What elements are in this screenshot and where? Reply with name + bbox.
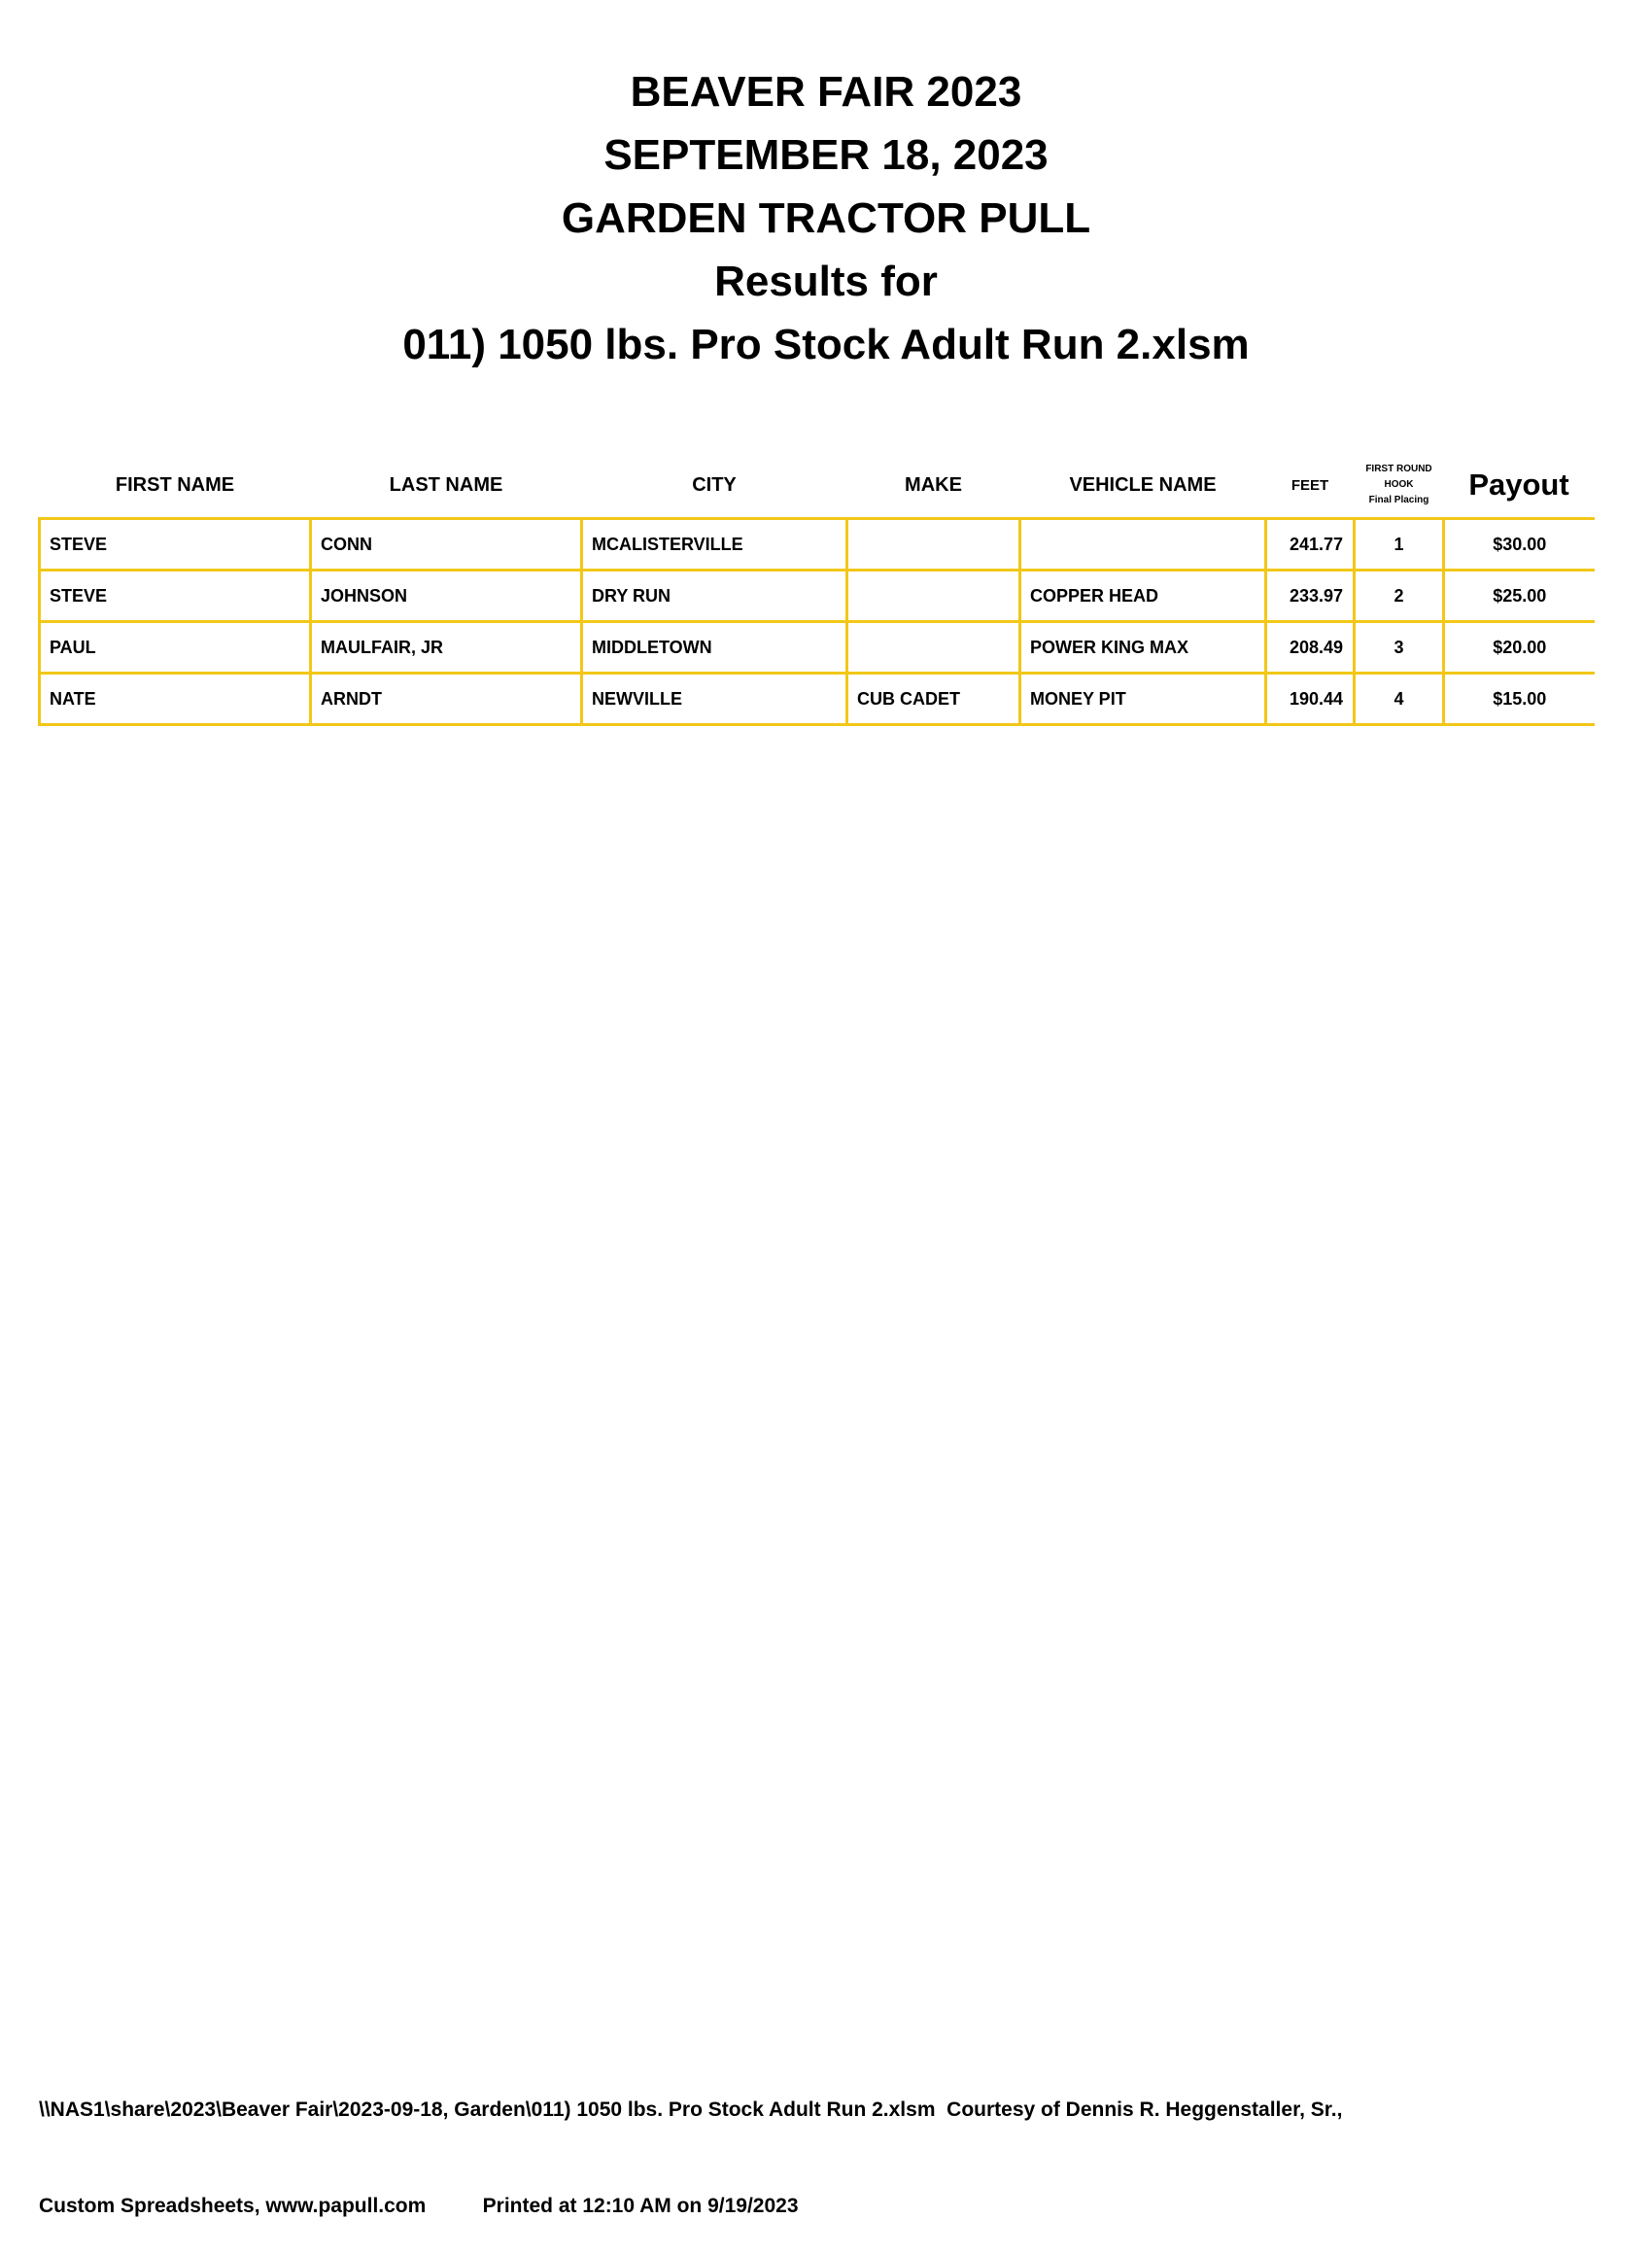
- results-table: [38, 453, 1595, 726]
- cell-placing: 4: [1355, 674, 1444, 725]
- footer-print-info: Custom Spreadsheets, www.papull.com Printed at 12:10 AM on 9/19/2023: [39, 2195, 799, 2217]
- cell-feet: 241.77: [1266, 519, 1355, 571]
- col-feet: FEET: [1291, 476, 1329, 494]
- cell-feet: 233.97: [1266, 571, 1355, 622]
- cell-vehicle-name: POWER KING MAX: [1020, 622, 1266, 674]
- col-vehicle-name: VEHICLE NAME: [1069, 473, 1217, 496]
- cell-feet: 208.49: [1266, 622, 1355, 674]
- col-placing-line1: FIRST ROUND: [1365, 464, 1432, 474]
- page-header: [0, 60, 1652, 376]
- cell-first-name: STEVE: [40, 519, 311, 571]
- cell-city: DRY RUN: [582, 571, 847, 622]
- col-placing-line3: Final Placing: [1368, 495, 1429, 505]
- footer-file-path: \\NAS1\share\2023\Beaver Fair\2023-09-18, Garden\011) 1050 lbs. Pro Stock Adult Run 2.xlsm Courtesy of Dennis R. Heggenstaller, Sr.,: [39, 2098, 1343, 2121]
- cell-last-name: JOHNSON: [311, 571, 582, 622]
- class-file-name: 011) 1050 lbs. Pro Stock Adult Run 2.xlsm: [402, 321, 1250, 368]
- results-for-label: Results for: [714, 258, 938, 305]
- cell-first-name: NATE: [40, 674, 311, 725]
- col-placing-line2: HOOK: [1384, 479, 1414, 490]
- page-footer: [39, 2029, 1633, 2254]
- cell-last-name: ARNDT: [311, 674, 582, 725]
- col-city: CITY: [692, 473, 737, 496]
- table-row: [40, 519, 1595, 571]
- cell-payout: $25.00: [1444, 571, 1595, 622]
- cell-vehicle-name: COPPER HEAD: [1020, 571, 1266, 622]
- col-first-name: FIRST NAME: [115, 473, 235, 496]
- table-row: [40, 674, 1595, 725]
- event-class: GARDEN TRACTOR PULL: [561, 194, 1091, 242]
- cell-placing: 1: [1355, 519, 1444, 571]
- cell-city: MIDDLETOWN: [582, 622, 847, 674]
- cell-last-name: CONN: [311, 519, 582, 571]
- col-last-name: LAST NAME: [389, 473, 503, 496]
- cell-make: [847, 519, 1020, 571]
- cell-feet: 190.44: [1266, 674, 1355, 725]
- cell-city: NEWVILLE: [582, 674, 847, 725]
- cell-first-name: STEVE: [40, 571, 311, 622]
- cell-vehicle-name: [1020, 519, 1266, 571]
- cell-placing: 3: [1355, 622, 1444, 674]
- cell-make: CUB CADET: [847, 674, 1020, 725]
- cell-make: [847, 622, 1020, 674]
- cell-make: [847, 571, 1020, 622]
- cell-first-name: PAUL: [40, 622, 311, 674]
- cell-vehicle-name: MONEY PIT: [1020, 674, 1266, 725]
- cell-city: MCALISTERVILLE: [582, 519, 847, 571]
- col-make: MAKE: [905, 473, 962, 496]
- event-title: BEAVER FAIR 2023: [630, 68, 1022, 116]
- col-final-placing: [1355, 453, 1444, 519]
- cell-placing: 2: [1355, 571, 1444, 622]
- cell-payout: $20.00: [1444, 622, 1595, 674]
- cell-last-name: MAULFAIR, JR: [311, 622, 582, 674]
- table-row: [40, 571, 1595, 622]
- header-row: [40, 453, 1595, 519]
- col-payout: Payout: [1468, 468, 1569, 502]
- cell-payout: $30.00: [1444, 519, 1595, 571]
- event-date: SEPTEMBER 18, 2023: [603, 131, 1049, 179]
- table-row: [40, 622, 1595, 674]
- cell-payout: $15.00: [1444, 674, 1595, 725]
